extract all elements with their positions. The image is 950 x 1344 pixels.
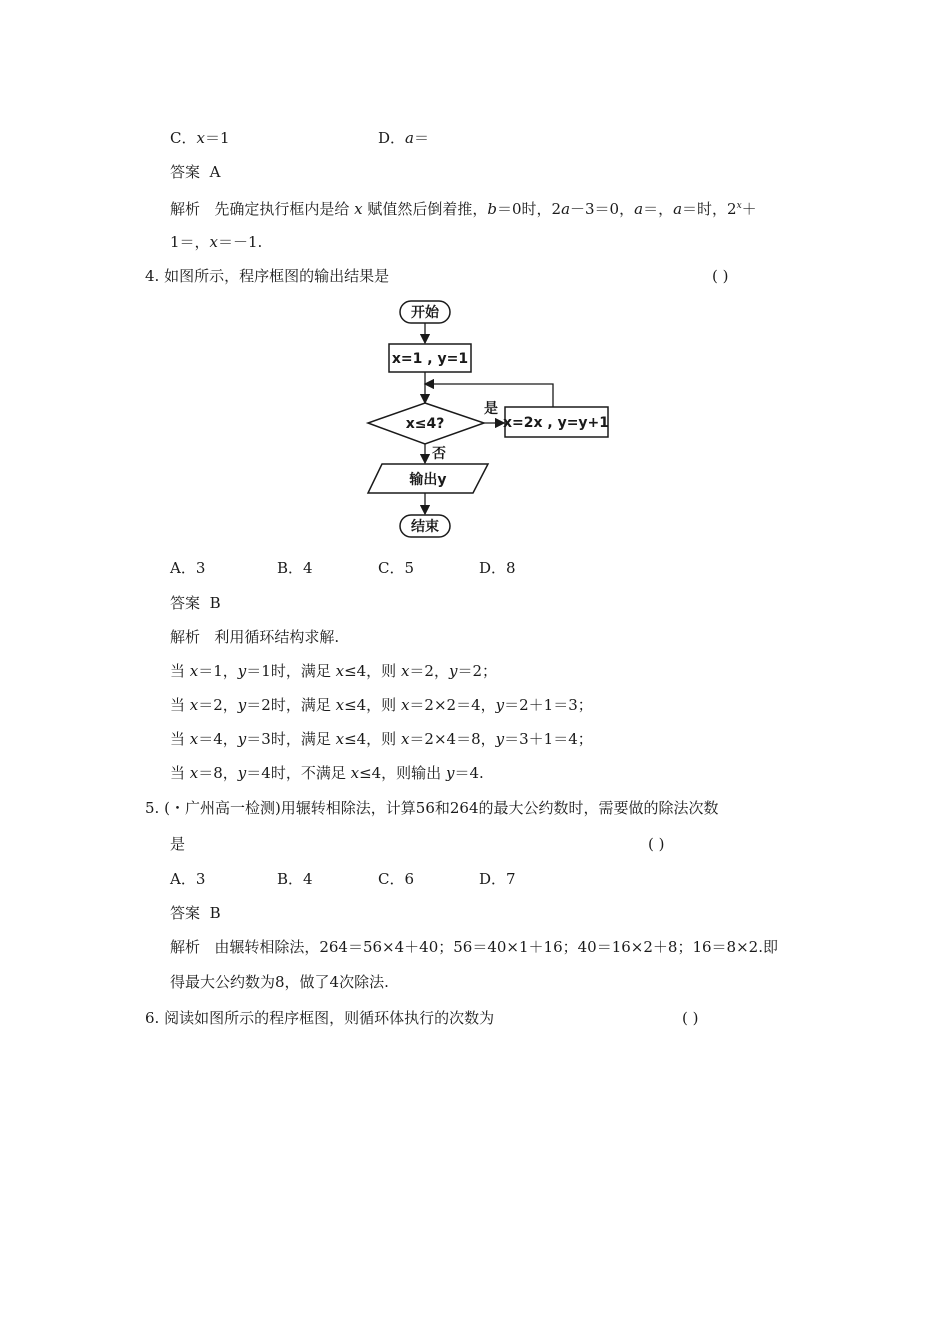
q3-analysis-line2: 1＝，x＝－1. — [170, 233, 263, 251]
q4-option-b: B．4 — [277, 559, 313, 577]
q3-answer: 答案 A — [170, 163, 221, 181]
q4-flowchart — [360, 295, 620, 545]
flow-init-label: x=1 , y=1 — [391, 351, 469, 367]
flow-output-label: 输出y — [409, 472, 447, 488]
q4-answer: 答案 B — [170, 594, 221, 612]
q3-option-c: C．x＝1 — [170, 129, 230, 147]
q6-answer-paren: ( ) — [682, 1009, 699, 1027]
q6-stem: 6. 阅读如图所示的程序框图，则循环体执行的次数为 — [145, 1009, 495, 1027]
flow-update-label: x=2x , y=y+1 — [502, 415, 610, 431]
q5-option-d: D．7 — [479, 870, 516, 888]
q4-stem: 4. 如图所示，程序框图的输出结果是 — [145, 267, 390, 285]
q5-stem-line1: 5. (・广州高一检测)用辗转相除法，计算56和264的最大公约数时，需要做的除法次数 — [145, 799, 719, 817]
flow-no-label: 否 — [432, 446, 446, 462]
flow-decision-label: x≤4? — [405, 416, 445, 432]
q4-step-4: 当 x＝8，y＝4时，不满足 x≤4，则输出 y＝4. — [170, 764, 484, 782]
q5-option-b: B．4 — [277, 870, 313, 888]
flow-start-label: 开始 — [411, 305, 439, 321]
q4-step-3: 当 x＝4，y＝3时，满足 x≤4，则 x＝2×4＝8，y＝3＋1＝4； — [170, 730, 593, 748]
q5-option-a: A．3 — [170, 870, 206, 888]
q5-analysis-line2: 得最大公约数为8，做了4次除法. — [170, 973, 389, 991]
q3-option-d: D．a＝ — [378, 129, 429, 147]
q5-analysis-line1: 解析 由辗转相除法，264＝56×4＋40；56＝40×1＋16；40＝16×2＋8；16＝8×2.即 — [170, 938, 778, 956]
q4-step-2: 当 x＝2，y＝2时，满足 x≤4，则 x＝2×2＝4，y＝2＋1＝3； — [170, 696, 593, 714]
q4-option-c: C．5 — [378, 559, 415, 577]
q5-answer-paren: ( ) — [648, 835, 665, 853]
q4-option-a: A．3 — [170, 559, 206, 577]
q5-answer: 答案 B — [170, 904, 221, 922]
q4-step-1: 当 x＝1，y＝1时，满足 x≤4，则 x＝2，y＝2； — [170, 662, 497, 680]
q4-analysis: 解析 利用循环结构求解. — [170, 628, 340, 646]
q5-option-c: C．6 — [378, 870, 415, 888]
q4-option-d: D．8 — [479, 559, 516, 577]
q4-answer-paren: ( ) — [712, 267, 729, 285]
q3-analysis-line1: 解析 先确定执行框内是给 x 赋值然后倒着推，b＝0时，2a－3＝0，a＝，a＝时，$2^x+$ — [170, 200, 757, 218]
flow-yes-label: 是 — [484, 401, 498, 417]
q5-stem-line2: 是 — [170, 835, 186, 853]
flow-end-label: 结束 — [411, 519, 439, 535]
